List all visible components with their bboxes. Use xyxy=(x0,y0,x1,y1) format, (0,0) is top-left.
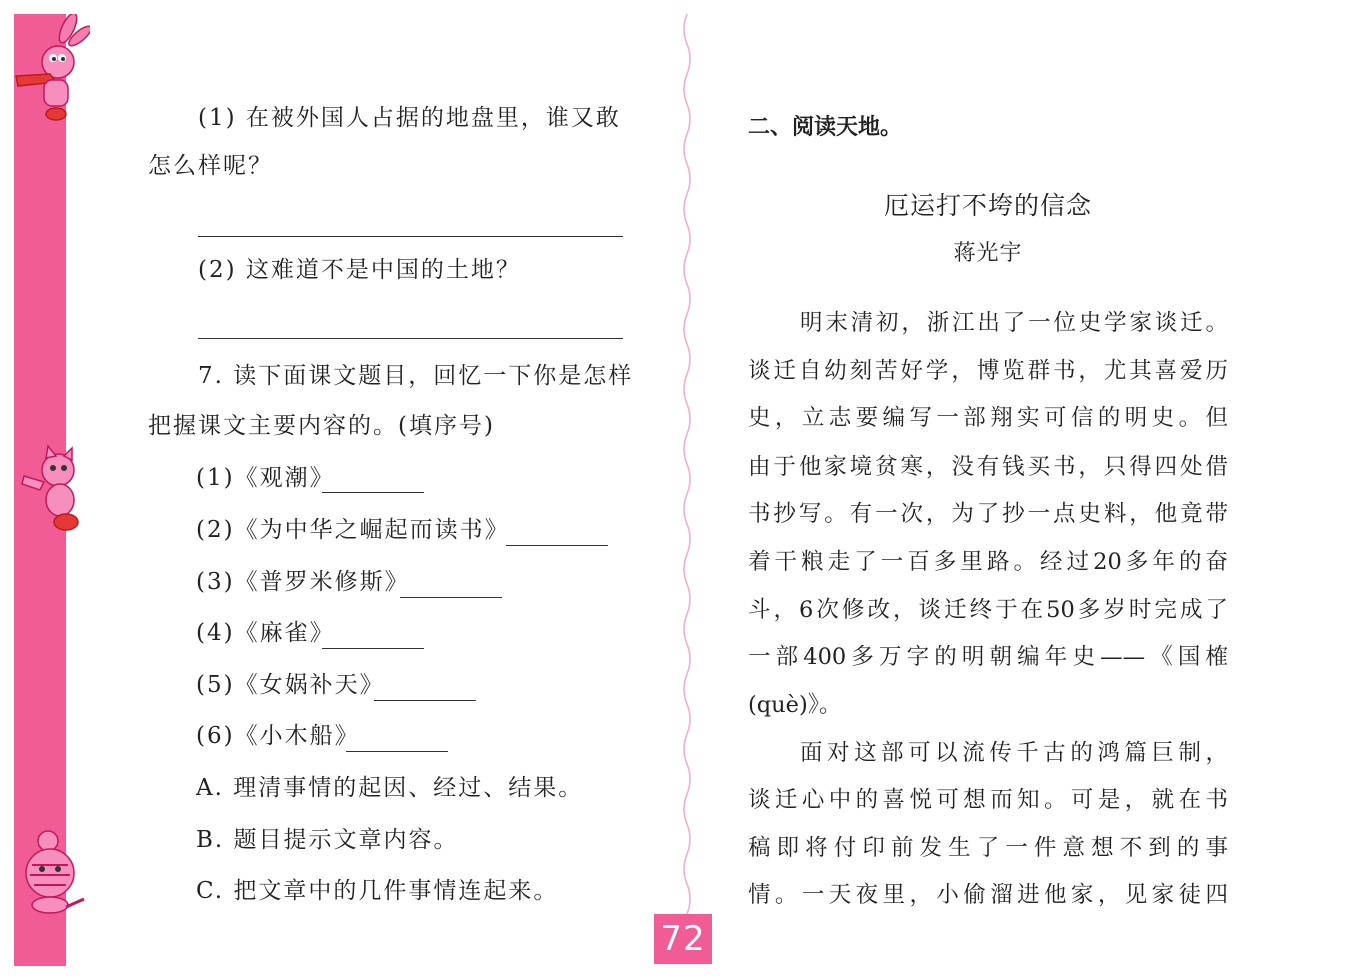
cat-mascot-icon xyxy=(10,440,90,550)
q7-item-4-blank[interactable] xyxy=(322,648,424,649)
paragraph1-line: 史，立志要编写一部翔实可信的明史。但 xyxy=(748,405,1228,431)
q7-option-a: A. 理清事情的起因、经过、结果。 xyxy=(196,775,584,801)
answer-line-item2[interactable] xyxy=(198,338,623,339)
q7-item-1-blank[interactable] xyxy=(322,492,424,493)
tiger-mascot-icon xyxy=(10,815,90,925)
article-author: 蒋光宇 xyxy=(953,241,1023,266)
paragraph1-line: 由于他家境贫寒，没有钱买书，只得四处借 xyxy=(748,454,1228,480)
question6-item2: (2) 这难道不是中国的土地？ xyxy=(198,257,521,283)
paragraph2-line: 谈迁心中的喜悦可想而知。可是，就在书 xyxy=(748,787,1228,813)
answer-line-item1[interactable] xyxy=(198,236,623,237)
q7-item-3: (3)《普罗米修斯》 xyxy=(196,569,410,595)
paragraph1-line: 斗，6次修改，谈迁终于在50多岁时完成了 xyxy=(748,597,1228,623)
question7-line2: 把握课文主要内容的。(填序号) xyxy=(148,413,495,439)
paragraph1-line: (què)》。 xyxy=(748,692,842,718)
q7-item-1: (1)《观潮》 xyxy=(196,465,335,491)
paragraph2-line: 稿即将付印前发生了一件意想不到的事 xyxy=(748,835,1228,861)
paragraph1-line: 一部400多万字的明朝编年史——《国榷 xyxy=(748,644,1228,670)
q7-item-5-blank[interactable] xyxy=(374,700,476,701)
section-heading: 二、阅读天地。 xyxy=(748,115,903,140)
page-fold-divider xyxy=(679,14,695,914)
q7-item-6: (6)《小木船》 xyxy=(196,723,360,749)
paragraph1-line: 书抄写。有一次，为了抄一点史料，他竟带 xyxy=(748,501,1228,527)
paragraph1-line: 谈迁自幼刻苦好学，博览群书，尤其喜爱历 xyxy=(748,358,1228,384)
q7-option-c: C. 把文章中的几件事情连起来。 xyxy=(196,878,559,904)
question7-line1: 7. 读下面课文题目，回忆一下你是怎样 xyxy=(198,363,634,389)
q7-item-5: (5)《女娲补天》 xyxy=(196,672,385,698)
q7-option-b: B. 题目提示文章内容。 xyxy=(196,827,459,853)
q7-item-2-blank[interactable] xyxy=(506,545,608,546)
article-title: 厄运打不垮的信念 xyxy=(883,191,1092,220)
page-number: 72 xyxy=(654,914,712,964)
q7-item-2: (2)《为中华之崛起而读书》 xyxy=(196,517,510,543)
paragraph2-line: 面对这部可以流传千古的鸿篇巨制， xyxy=(800,740,1228,766)
paragraph1-line: 明末清初，浙江出了一位史学家谈迁。 xyxy=(800,310,1228,336)
q7-item-3-blank[interactable] xyxy=(400,597,502,598)
rabbit-mascot-icon xyxy=(10,14,90,124)
paragraph1-line: 着干粮走了一百多里路。经过20多年的奋 xyxy=(748,549,1228,575)
q7-item-6-blank[interactable] xyxy=(346,751,448,752)
q7-item-4: (4)《麻雀》 xyxy=(196,620,335,646)
question6-item1-line2: 怎么样呢？ xyxy=(148,153,273,179)
paragraph2-line: 情。一天夜里，小偷溜进他家，见家徒四 xyxy=(748,882,1228,908)
question6-item1-line1: (1) 在被外国人占据的地盘里，谁又敢 xyxy=(198,105,621,131)
